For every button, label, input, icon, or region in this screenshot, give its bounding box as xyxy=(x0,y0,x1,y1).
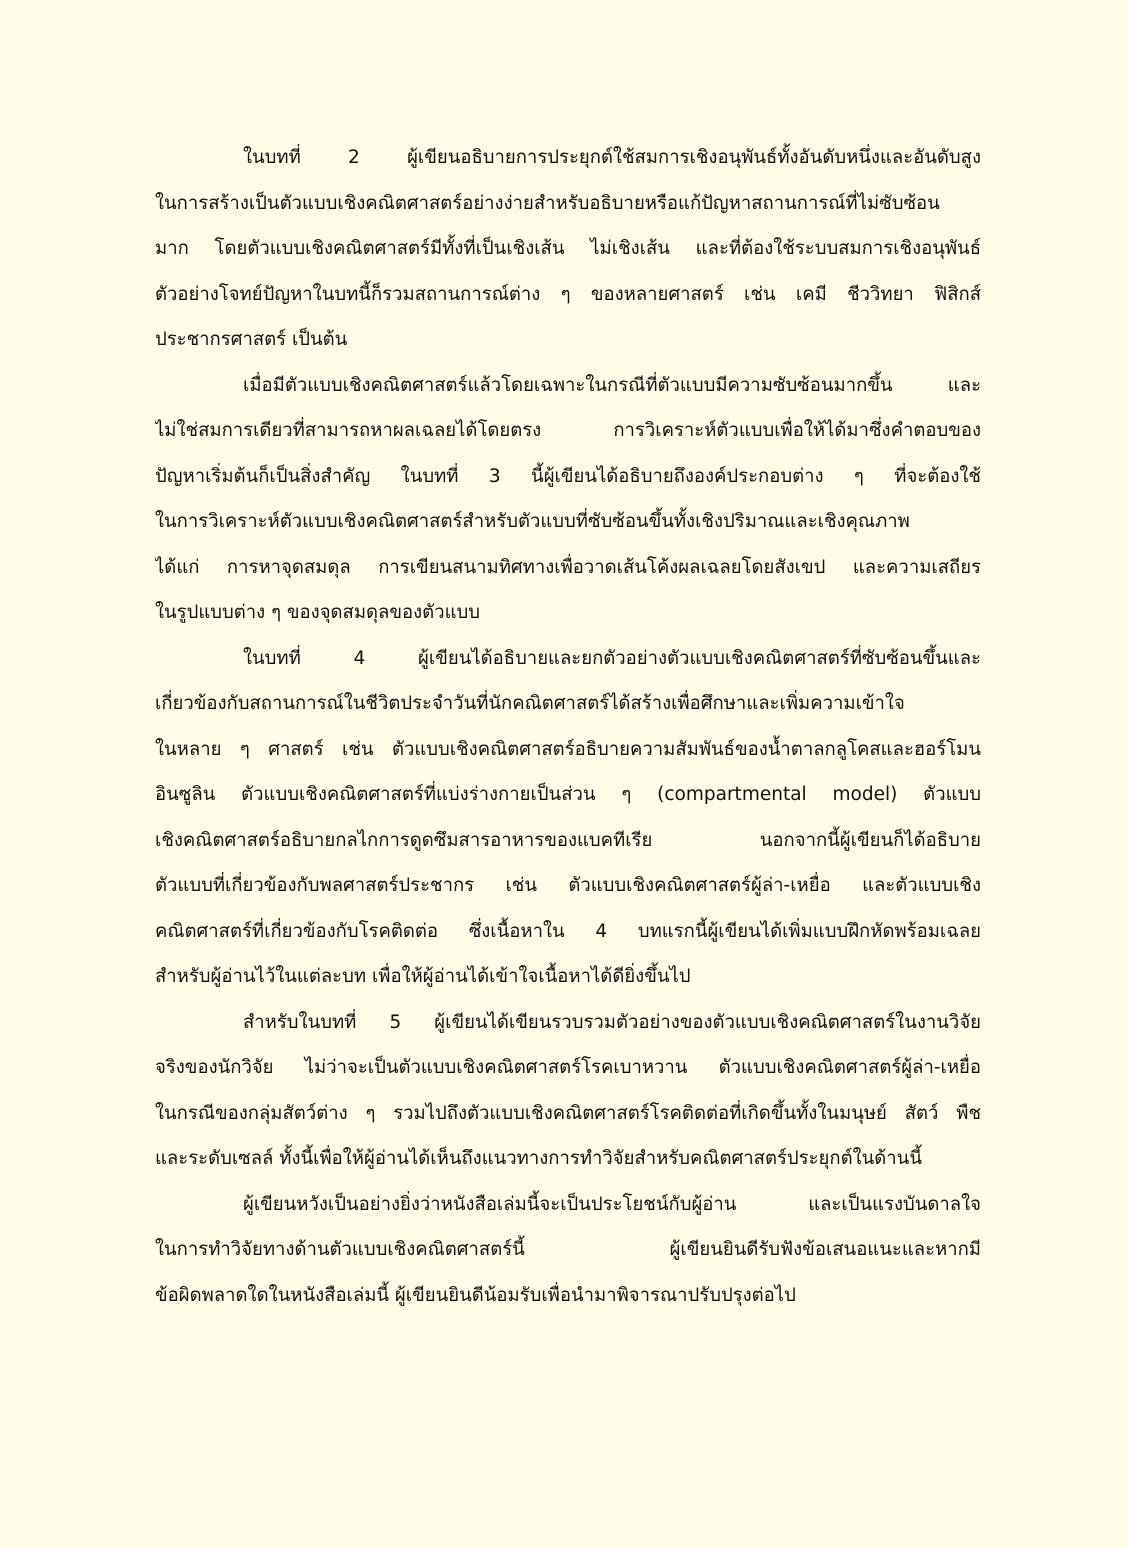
paragraph-chapter-5 xyxy=(155,1000,981,1182)
text-line: ในบทที่ 4 ผู้เขียนได้อธิบายและยกตัวอย่างตัวแบบเชิงคณิตศาสตร์ที่ซับซ้อนขึ้นและ xyxy=(243,647,981,669)
text-line: มาก โดยตัวแบบเชิงคณิตศาสตร์มีทั้งที่เป็นเชิงเส้น ไม่เชิงเส้น และที่ต้องใช้ระบบสมการเชิงอนุพันธ์ xyxy=(155,238,981,259)
text-line: ข้อผิดพลาดใดในหนังสือเล่มนี้ ผู้เขียนยินดีน้อมรับเพื่อนำมาพิจารณาปรับปรุงต่อไป xyxy=(155,1284,796,1306)
paragraph-chapter-2 xyxy=(155,135,981,363)
text-line: เกี่ยวข้องกับสถานการณ์ในชีวิตประจำวันที่นักคณิตศาสตร์ได้สร้างเพื่อศึกษาและเพิ่มความเข้าใจ xyxy=(155,693,905,714)
text-line: คณิตศาสตร์ที่เกี่ยวข้องกับโรคติดต่อ ซึ่งเนื้อหาใน 4 บทแรกนี้ผู้เขียนได้เพิ่มแบบฝึกหัดพร้อมเฉลย xyxy=(155,920,981,942)
text-line: ได้แก่ การหาจุดสมดุล การเขียนสนามทิศทางเพื่อวาดเส้นโค้งผลเฉลยโดยสังเขป และความเสถียร xyxy=(155,556,981,578)
text-line: ในรูปแบบต่าง ๆ ของจุดสมดุลของตัวแบบ xyxy=(155,602,480,623)
text-line: เชิงคณิตศาสตร์อธิบายกลไกการดูดซึมสารอาหารของแบคทีเรีย นอกจากนี้ผู้เขียนก็ได้อธิบาย xyxy=(155,829,981,851)
text-line: ไม่ใช่สมการเดียวที่สามารถหาผลเฉลยได้โดยตรง การวิเคราะห์ตัวแบบเพื่อให้ได้มาซึ่งคำตอบของ xyxy=(155,420,981,441)
text-line: สำหรับผู้อ่านไว้ในแต่ละบท เพื่อให้ผู้อ่านได้เข้าใจเนื้อหาได้ดียิ่งขึ้นไป xyxy=(155,966,691,987)
text-line: ประชากรศาสตร์ เป็นต้น xyxy=(155,329,348,350)
text-line: ในหลาย ๆ ศาสตร์ เช่น ตัวแบบเชิงคณิตศาสตร์อธิบายความสัมพันธ์ของน้ำตาลกลูโคสและฮอร์โมน xyxy=(155,738,981,760)
text-line: และระดับเซลล์ ทั้งนี้เพื่อให้ผู้อ่านได้เห็นถึงแนวทางการทำวิจัยสำหรับคณิตศาสตร์ประยุกต์ในด้านนี้ xyxy=(155,1148,922,1169)
text-line: ในการวิเคราะห์ตัวแบบเชิงคณิตศาสตร์สำหรับตัวแบบที่ซับซ้อนขึ้นทั้งเชิงปริมาณและเชิงคุณภาพ xyxy=(155,511,910,532)
text-line: ในกรณีของกลุ่มสัตว์ต่าง ๆ รวมไปถึงตัวแบบเชิงคณิตศาสตร์โรคติดต่อที่เกิดขึ้นทั้งในมนุษย์ สัตว์ พืช xyxy=(155,1102,981,1124)
text-line: สำหรับในบทที่ 5 ผู้เขียนได้เขียนรวบรวมตัวอย่างของตัวแบบเชิงคณิตศาสตร์ในงานวิจัย xyxy=(243,1011,981,1033)
document-body xyxy=(155,135,981,1318)
text-line: จริงของนักวิจัย ไม่ว่าจะเป็นตัวแบบเชิงคณิตศาสตร์โรคเบาหวาน ตัวแบบเชิงคณิตศาสตร์ผู้ล่า-เหยื่อ xyxy=(155,1057,981,1078)
text-line: อินซูลิน ตัวแบบเชิงคณิตศาสตร์ที่แบ่งร่างกายเป็นส่วน ๆ (compartmental model) ตัวแบบ xyxy=(155,784,981,805)
paragraph-closing xyxy=(155,1182,981,1319)
text-line: ตัวอย่างโจทย์ปัญหาในบทนี้ก็รวมสถานการณ์ต่าง ๆ ของหลายศาสตร์ เช่น เคมี ชีววิทยา ฟิสิกส์ xyxy=(155,283,981,305)
paragraph-chapter-4 xyxy=(155,636,981,1000)
text-line: ปัญหาเริ่มต้นก็เป็นสิ่งสำคัญ ในบทที่ 3 นี้ผู้เขียนได้อธิบายถึงองค์ประกอบต่าง ๆ ที่จะต้องใช้ xyxy=(155,465,981,487)
paragraph-chapter-3 xyxy=(155,363,981,636)
text-line: ในบทที่ 2 ผู้เขียนอธิบายการประยุกต์ใช้สมการเชิงอนุพันธ์ทั้งอันดับหนึ่งและอันดับสูง xyxy=(243,147,981,168)
text-line: ผู้เขียนหวังเป็นอย่างยิ่งว่าหนังสือเล่มนี้จะเป็นประโยชน์กับผู้อ่าน และเป็นแรงบันดาลใจ xyxy=(243,1193,981,1215)
text-line: ตัวแบบที่เกี่ยวข้องกับพลศาสตร์ประชากร เช่น ตัวแบบเชิงคณิตศาสตร์ผู้ล่า-เหยื่อ และตัวแบบเชิง xyxy=(155,875,981,896)
text-line: เมื่อมีตัวแบบเชิงคณิตศาสตร์แล้วโดยเฉพาะในกรณีที่ตัวแบบมีความซับซ้อนมากขึ้น และ xyxy=(243,374,981,396)
text-line: ในการทำวิจัยทางด้านตัวแบบเชิงคณิตศาสตร์นี้ ผู้เขียนยินดีรับฟังข้อเสนอแนะและหากมี xyxy=(155,1239,981,1260)
text-line: ในการสร้างเป็นตัวแบบเชิงคณิตศาสตร์อย่างง่ายสำหรับอธิบายหรือแก้ปัญหาสถานการณ์ที่ไม่ซับซ้อน xyxy=(155,192,940,214)
